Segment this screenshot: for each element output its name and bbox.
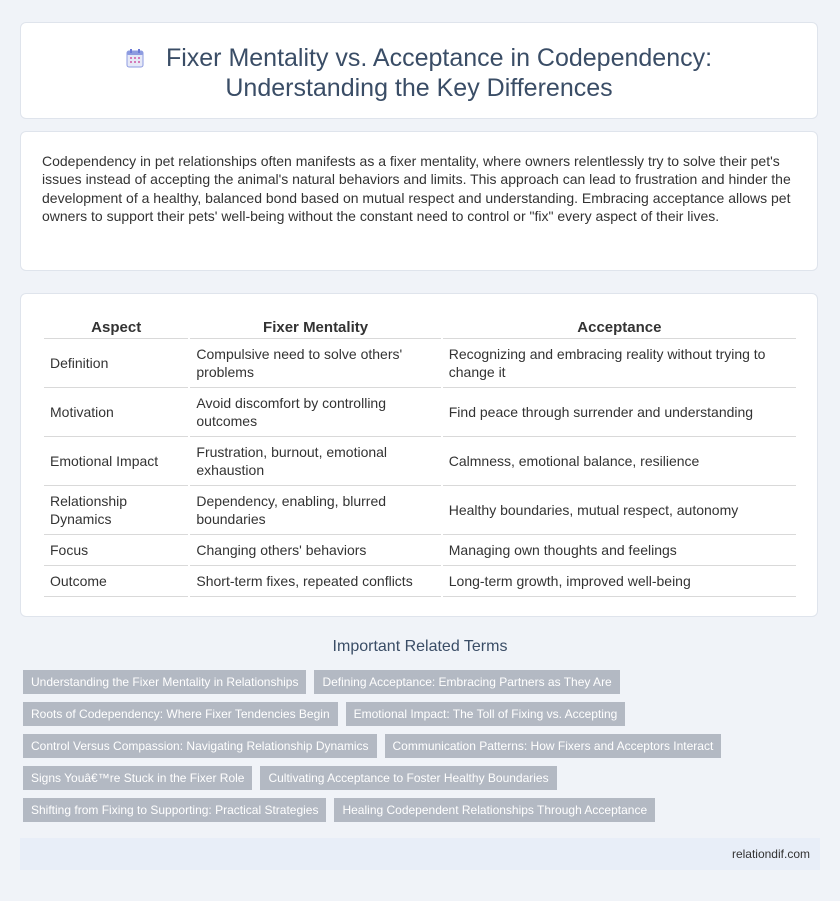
related-term-link[interactable]: Emotional Impact: The Toll of Fixing vs. Accepting [346, 702, 626, 726]
header-aspect: Aspect [44, 314, 188, 339]
table-row [44, 535, 796, 566]
table-row [44, 339, 796, 388]
title-card [20, 22, 818, 119]
tag-row [23, 798, 803, 822]
comparison-table [42, 314, 798, 597]
table-row [44, 486, 796, 535]
table-cell: Calmness, emotional balance, resilience [443, 437, 796, 486]
footer [20, 838, 820, 870]
tag-row [23, 670, 803, 694]
related-term-link[interactable]: Healing Codependent Relationships Through Acceptance [334, 798, 655, 822]
related-term-link[interactable]: Communication Patterns: How Fixers and Acceptors Interact [385, 734, 722, 758]
related-term-link[interactable]: Roots of Codependency: Where Fixer Tendencies Begin [23, 702, 338, 726]
table-cell: Dependency, enabling, blurred boundaries [190, 486, 440, 535]
calendar-icon [126, 45, 144, 64]
table-header-row [44, 314, 796, 339]
intro-paragraph: Codependency in pet relationships often manifests as a fixer mentality, where owners relentlessly try to solve their pet's issues instead of accepting the animal's natural behaviors and limits. This approach can lead to frustration and hinder the development of a healthy, balanced bond based on mutual respect and understanding. Embracing acceptance allows pet owners to support their pets' well-being without the constant need to control or "fix" every aspect of their lives. [42, 153, 791, 225]
footer-site-link[interactable]: relationdif.com [731, 847, 810, 861]
related-terms-heading: Important Related Terms [332, 638, 508, 655]
header-acceptance: Acceptance [443, 314, 796, 339]
related-term-link[interactable]: Shifting from Fixing to Supporting: Practical Strategies [23, 798, 326, 822]
table-cell: Compulsive need to solve others' problems [190, 339, 440, 388]
table-cell: Avoid discomfort by controlling outcomes [190, 388, 440, 437]
table-cell: Changing others' behaviors [190, 535, 440, 566]
table-cell: Outcome [44, 566, 188, 597]
table-cell: Managing own thoughts and feelings [443, 535, 796, 566]
table-row [44, 437, 796, 486]
table-row [44, 388, 796, 437]
intro-card [20, 131, 818, 271]
header-fixer-mentality: Fixer Mentality [190, 314, 440, 339]
related-terms-list [23, 670, 803, 830]
comparison-table-card [20, 293, 818, 617]
table-cell: Motivation [44, 388, 188, 437]
table-cell: Find peace through surrender and understanding [443, 388, 796, 437]
page-title: Fixer Mentality vs. Acceptance in Codependency: Understanding the Key Differences [165, 44, 713, 102]
page-title-wrap [21, 43, 817, 103]
table-cell: Definition [44, 339, 188, 388]
related-term-link[interactable]: Defining Acceptance: Embracing Partners as They Are [314, 670, 619, 694]
related-term-link[interactable]: Control Versus Compassion: Navigating Relationship Dynamics [23, 734, 377, 758]
tag-row [23, 702, 803, 726]
table-cell: Long-term growth, improved well-being [443, 566, 796, 597]
related-term-link[interactable]: Cultivating Acceptance to Foster Healthy Boundaries [260, 766, 556, 790]
table-cell: Recognizing and embracing reality without trying to change it [443, 339, 796, 388]
table-cell: Healthy boundaries, mutual respect, autonomy [443, 486, 796, 535]
table-cell: Frustration, burnout, emotional exhaustion [190, 437, 440, 486]
table-cell: Focus [44, 535, 188, 566]
tag-row [23, 766, 803, 790]
table-cell: Short-term fixes, repeated conflicts [190, 566, 440, 597]
table-cell: Relationship Dynamics [44, 486, 188, 535]
tag-row [23, 734, 803, 758]
table-row [44, 566, 796, 597]
table-cell: Emotional Impact [44, 437, 188, 486]
related-term-link[interactable]: Signs Youâ€™re Stuck in the Fixer Role [23, 766, 252, 790]
related-term-link[interactable]: Understanding the Fixer Mentality in Relationships [23, 670, 306, 694]
